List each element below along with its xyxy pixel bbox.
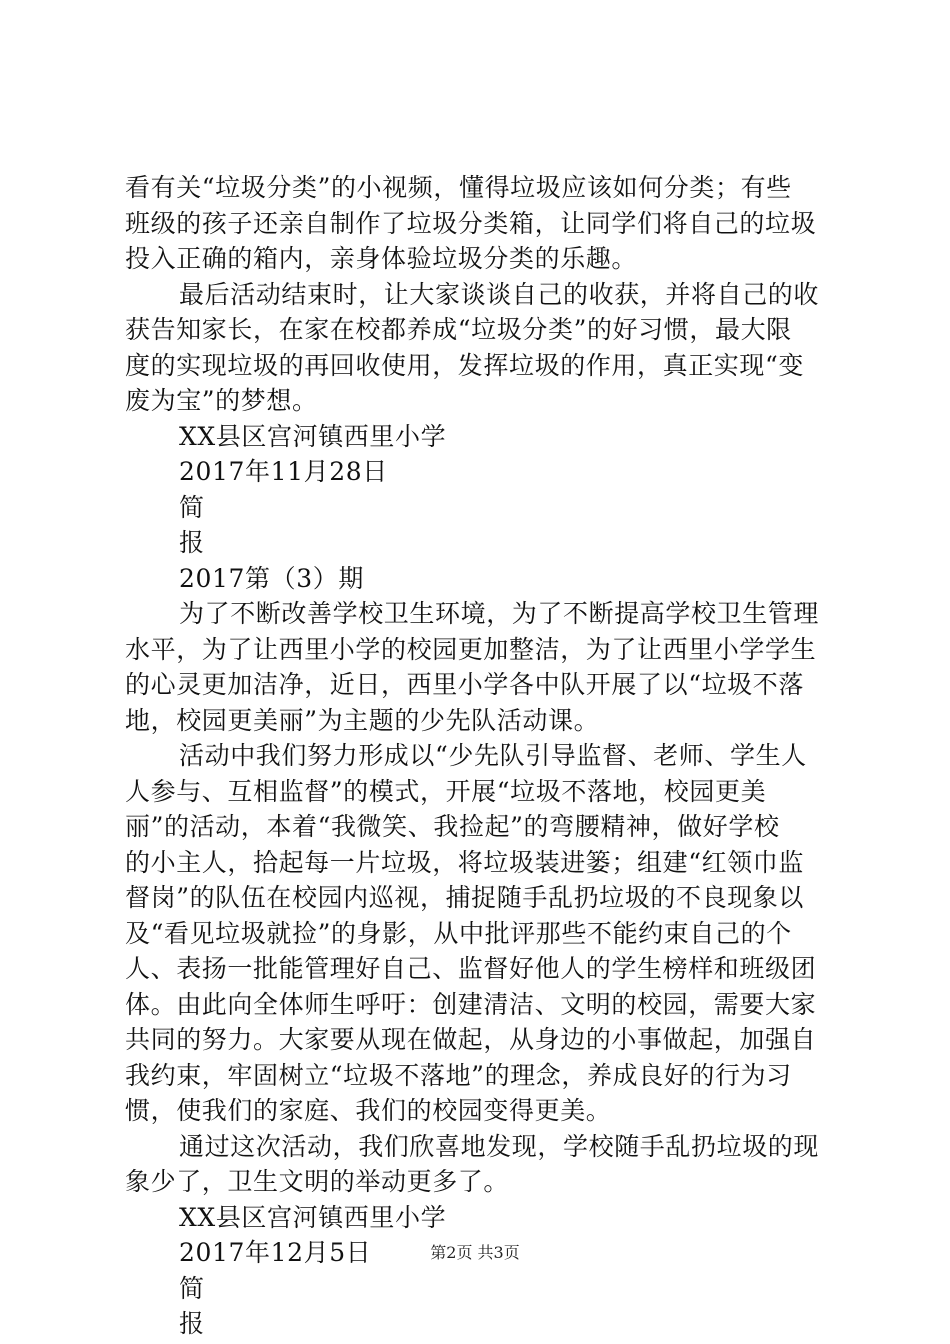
text-line: 的小主人，拾起每一片垃圾，将垃圾装进篓；组建“红领巾监 — [125, 847, 804, 877]
text-line: 废为宝”的梦想。 — [125, 386, 318, 415]
text-line: 共同的努力。大家要从现在做起，从身边的小事做起，加强自 — [125, 1025, 817, 1054]
text-line: 体。由此向全体师生呼吁：创建清洁、文明的校园，需要大家 — [125, 989, 817, 1019]
text-line: 我约束，牢固树立“垃圾不落地”的理念，养成良好的行为习 — [125, 1060, 792, 1090]
report-date: 2017年11月28日 — [179, 457, 388, 486]
school-name: XX县区宫河镇西里小学 — [179, 421, 447, 451]
text-line: 象少了，卫生文明的举动更多了。 — [125, 1167, 510, 1196]
paragraph-start-line: 最后活动结束时，让大家谈谈自己的收获，并将自己的收 — [179, 279, 820, 309]
text-line: 人、表扬一批能管理好自己、监督好他人的学生榜样和班级团 — [125, 954, 817, 983]
page-footer: 第2页 共3页 — [430, 1243, 520, 1262]
paragraph-start-line: 为了不断改善学校卫生环境，为了不断提高学校卫生管理 — [179, 599, 820, 628]
text-line: 度的实现垃圾的再回收使用，发挥垃圾的作用，真正实现“变 — [125, 350, 804, 380]
text-line: 班级的孩子还亲自制作了垃圾分类箱，让同学们将自己的垃圾 — [125, 208, 817, 238]
bulletin-title-char: 报 — [179, 528, 205, 557]
text-line: 及“看见垃圾就捡”的身影，从中批评那些不能约束自己的个 — [125, 918, 792, 948]
paragraph-start-line: 通过这次活动，我们欣喜地发现，学校随手乱扔垃圾的现 — [179, 1131, 820, 1161]
text-line: 丽”的活动，本着“我微笑、我捡起”的弯腰精神，做好学校 — [125, 812, 780, 841]
text-line: 的心灵更加洁净，近日，西里小学各中队开展了以“垃圾不落 — [125, 670, 804, 699]
text-line: 看有关“垃圾分类”的小视频，懂得垃圾应该如何分类；有些 — [125, 173, 792, 202]
text-line: 地，校园更美丽”为主题的少先队活动课。 — [125, 705, 600, 735]
report-date: 2017年12月5日 — [179, 1238, 372, 1267]
text-line: 人参与、互相监督”的模式，开展“垃圾不落地，校园更美 — [125, 776, 767, 806]
bulletin-title-char: 简 — [179, 1273, 205, 1303]
bulletin-title-char: 简 — [179, 492, 205, 522]
text-line: 督岗”的队伍在校园内巡视，捕捉随手乱扔垃圾的不良现象以 — [125, 883, 804, 912]
issue-number: 2017第（3）期 — [179, 563, 364, 593]
document-body — [125, 170, 830, 1342]
bulletin-title-char: 报 — [179, 1309, 205, 1338]
school-name: XX县区宫河镇西里小学 — [179, 1202, 447, 1232]
text-line: 水平，为了让西里小学的校园更加整洁，为了让西里小学学生 — [125, 634, 817, 664]
text-line: 惯，使我们的家庭、我们的校园变得更美。 — [125, 1096, 612, 1125]
text-line: 获告知家长，在家在校都养成“垃圾分类”的好习惯，最大限 — [125, 315, 792, 344]
text-line: 投入正确的箱内，亲身体验垃圾分类的乐趣。 — [125, 244, 638, 273]
paragraph-start-line: 活动中我们努力形成以“少先队引导监督、老师、学生人 — [179, 741, 807, 770]
